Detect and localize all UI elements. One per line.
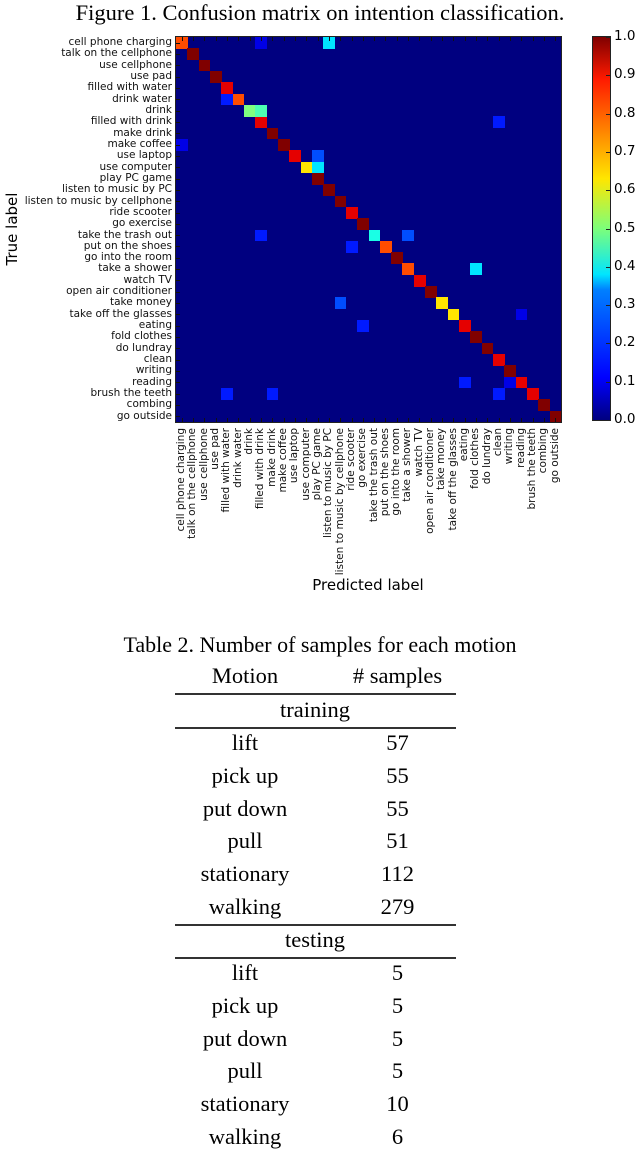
x-tick [476, 418, 477, 422]
matrix-cell [255, 230, 267, 242]
matrix-cell [482, 343, 494, 355]
x-tick [521, 37, 522, 41]
y-tick-label: talk on the cellphone [61, 47, 172, 60]
matrix-cell [233, 94, 245, 106]
table-row [175, 861, 455, 887]
colorbar-tick-label: 0.9 [614, 66, 636, 83]
x-tick [340, 418, 341, 422]
x-tick-label: watch TV [412, 428, 425, 477]
x-tick [397, 418, 398, 422]
y-tick [176, 360, 180, 361]
x-tick [204, 418, 205, 422]
y-axis-title: True label [3, 192, 21, 266]
samples-cell: 5 [391, 1025, 404, 1051]
y-tick [176, 65, 180, 66]
x-tick-label: combing [537, 428, 550, 474]
y-tick [176, 394, 180, 395]
motion-cell: lift [231, 960, 259, 985]
matrix-cell [187, 48, 199, 60]
matrix-cell [470, 263, 482, 275]
y-tick [176, 348, 180, 349]
matrix-cell [380, 241, 392, 253]
colorbar-tick [606, 229, 610, 230]
y-tick-label: filled with drink [90, 115, 172, 128]
y-tick [176, 213, 180, 214]
matrix-cell [312, 150, 324, 162]
y-tick [176, 235, 180, 236]
y-tick [176, 258, 180, 259]
y-tick-label: open air conditioner [66, 285, 172, 298]
x-tick [555, 37, 556, 41]
samples-cell: 112 [381, 861, 414, 887]
x-tick-label: make drink [265, 428, 278, 487]
samples-cell: 5 [391, 960, 404, 985]
y-tick [176, 201, 180, 202]
x-tick [340, 37, 341, 41]
table-row [175, 1026, 455, 1052]
matrix-cell [289, 150, 301, 162]
matrix-cell [278, 139, 290, 151]
y-tick-label: go exercise [112, 217, 172, 230]
x-tick [408, 37, 409, 41]
x-tick [261, 37, 262, 41]
colorbar-tick [606, 267, 610, 268]
y-tick-label: brush the teeth [90, 387, 172, 400]
matrix-cell [470, 331, 482, 343]
samples-cell: 55 [386, 762, 409, 788]
x-tick [476, 37, 477, 41]
samples-cell: 5 [391, 992, 404, 1018]
y-tick [176, 77, 180, 78]
section-label: testing [285, 927, 345, 952]
section-training [175, 697, 455, 723]
y-tick-label: reading [132, 375, 172, 388]
x-tick [385, 37, 386, 41]
y-tick [176, 292, 180, 293]
x-tick-label: reading [514, 428, 527, 468]
motion-cell: pull [227, 1058, 263, 1084]
samples-cell: 10 [386, 1091, 409, 1117]
x-tick [284, 37, 285, 41]
matrix-cell [335, 297, 347, 309]
colorbar-tick [606, 37, 610, 38]
y-tick-label: take the trash out [77, 228, 172, 241]
x-tick-label: listen to music by cellphone [333, 428, 346, 576]
x-tick [521, 418, 522, 422]
matrix-cell [493, 388, 505, 400]
y-tick-label: watch TV [123, 273, 172, 286]
x-tick [442, 37, 443, 41]
x-tick [182, 37, 183, 41]
colorbar-tick-label: 0.6 [614, 181, 636, 198]
motion-cell: lift [231, 730, 259, 755]
motion-cell: pull [227, 828, 263, 854]
matrix-cell [346, 241, 358, 253]
header-samples: # samples [352, 663, 443, 688]
table-row [175, 1124, 455, 1150]
table-rule [175, 957, 456, 959]
x-tick [374, 418, 375, 422]
x-tick [216, 37, 217, 41]
x-tick-label: drink [242, 428, 255, 455]
matrix-cell [221, 82, 233, 94]
y-tick-label: take a shower [98, 262, 172, 275]
table-caption: Table 2. Number of samples for each motion [123, 632, 517, 657]
x-axis-tick-labels [176, 428, 561, 588]
y-tick [176, 326, 180, 327]
x-tick [510, 418, 511, 422]
y-tick-label: make coffee [107, 137, 172, 150]
matrix-cell [199, 60, 211, 72]
samples-cell: 6 [391, 1124, 404, 1149]
colorbar-tick [606, 190, 610, 191]
x-tick [499, 418, 500, 422]
x-tick [272, 37, 273, 41]
x-tick [318, 37, 319, 41]
motion-cell: stationary [200, 1091, 290, 1117]
matrix-cell [301, 162, 313, 174]
matrix-cell [402, 263, 414, 275]
matrix-cell [538, 399, 550, 411]
matrix-cell [459, 377, 471, 389]
colorbar-tick-label: 0.0 [614, 411, 636, 427]
matrix-cell [516, 309, 528, 321]
x-tick [419, 37, 420, 41]
matrix-cell [459, 320, 471, 332]
y-tick-label: fold clothes [111, 330, 172, 343]
y-tick [176, 167, 180, 168]
y-tick-label: ride scooter [109, 205, 172, 218]
y-tick-label: eating [138, 319, 172, 332]
x-tick-label: cell phone charging [175, 428, 187, 532]
x-tick [453, 418, 454, 422]
motion-cell: pick up [211, 992, 279, 1018]
matrix-cell [504, 365, 516, 377]
x-tick-label: take off the glasses [446, 428, 459, 531]
x-tick [238, 37, 239, 41]
matrix-cell [255, 105, 267, 117]
section-label: training [280, 697, 350, 722]
colorbar-tick-label: 0.2 [614, 334, 636, 351]
colorbar-tick [606, 152, 610, 153]
x-tick [544, 37, 545, 41]
matrix-cell [312, 162, 324, 174]
x-tick-label: ride scooter [344, 428, 357, 491]
x-tick [193, 418, 194, 422]
x-tick [352, 37, 353, 41]
x-tick-label: filled with drink [254, 428, 267, 510]
x-tick [408, 418, 409, 422]
x-tick-label: do lundray [480, 428, 493, 485]
matrix-cell [346, 207, 358, 219]
y-tick [176, 269, 180, 270]
x-tick [216, 418, 217, 422]
y-tick [176, 280, 180, 281]
y-tick [176, 99, 180, 100]
y-tick [176, 88, 180, 89]
table-rule [175, 693, 456, 695]
x-tick-label: go exercise [356, 428, 369, 488]
x-tick-label: take a shower [401, 428, 414, 502]
table-row [175, 1058, 455, 1084]
y-tick-label: play PC game [99, 171, 172, 184]
matrix-cell [267, 128, 279, 140]
x-tick-label: fold clothes [469, 428, 482, 489]
x-tick [397, 37, 398, 41]
motion-cell: stationary [200, 861, 290, 887]
x-tick [442, 418, 443, 422]
y-tick-label: clean [143, 353, 172, 366]
figure-title: Figure 1. Confusion matrix on intention classification. [75, 0, 565, 25]
x-tick [193, 37, 194, 41]
x-tick [250, 418, 251, 422]
colorbar-tick [606, 114, 610, 115]
colorbar-tick [606, 343, 610, 344]
x-tick [374, 37, 375, 41]
x-tick-label: talk on the cellphone [186, 428, 199, 539]
x-tick [465, 418, 466, 422]
matrix-cell [402, 230, 414, 242]
table-row [175, 960, 455, 986]
matrix-cell [391, 252, 403, 264]
matrix-cell [504, 377, 516, 389]
y-tick-label: cell phone charging [68, 36, 172, 48]
x-tick [487, 418, 488, 422]
x-tick [250, 37, 251, 41]
x-tick [385, 418, 386, 422]
x-tick [533, 37, 534, 41]
y-tick [176, 246, 180, 247]
matrix-cell [210, 71, 222, 83]
motion-cell: walking [208, 1124, 282, 1149]
y-tick-label: drink water [112, 92, 172, 105]
y-tick-label: take money [109, 296, 172, 309]
colorbar-tick-label: 0.1 [614, 372, 636, 389]
matrix-cell [255, 116, 267, 128]
table-row [175, 894, 455, 920]
y-tick [176, 145, 180, 146]
y-tick [176, 416, 180, 417]
x-tick [329, 37, 330, 41]
samples-cell: 51 [386, 828, 409, 854]
colorbar-tick [606, 382, 610, 383]
matrix-cell [516, 377, 528, 389]
motion-cell: pick up [211, 762, 279, 788]
x-tick [533, 418, 534, 422]
colorbar-tick-label: 0.4 [614, 257, 636, 274]
x-tick-label: open air conditioner [424, 428, 437, 534]
y-tick-label: use cellphone [99, 58, 172, 71]
x-tick-label: go outside [548, 428, 561, 484]
matrix-cell [369, 230, 381, 242]
x-tick [544, 418, 545, 422]
matrix-cell [425, 286, 437, 298]
matrix-cell [357, 218, 369, 230]
matrix-cell [335, 196, 347, 208]
x-tick-label: clean [492, 428, 505, 457]
x-tick-label: brush the teeth [526, 428, 539, 510]
x-tick [431, 418, 432, 422]
x-tick-label: writing [503, 428, 516, 465]
colorbar-tick [606, 305, 610, 306]
y-tick [176, 54, 180, 55]
table-row [175, 993, 455, 1019]
table-row [175, 1091, 455, 1117]
x-tick [555, 418, 556, 422]
y-tick [176, 133, 180, 134]
x-tick [431, 37, 432, 41]
y-tick [176, 190, 180, 191]
x-tick-label: play PC game [310, 428, 323, 501]
x-tick [284, 418, 285, 422]
y-tick-label: combing [126, 398, 172, 411]
y-tick-label: put on the shoes [83, 239, 172, 252]
y-tick [176, 303, 180, 304]
table-row [175, 828, 455, 854]
x-tick [465, 37, 466, 41]
x-tick [295, 418, 296, 422]
x-tick [453, 37, 454, 41]
x-tick [487, 37, 488, 41]
y-tick-label: drink [145, 103, 172, 116]
x-tick-label: listen to music by PC [322, 428, 335, 539]
motion-cell: walking [208, 894, 282, 919]
colorbar-tick-label: 0.8 [614, 104, 636, 121]
x-tick [419, 418, 420, 422]
x-tick-label: put on the shoes [378, 428, 391, 517]
x-tick [306, 37, 307, 41]
colorbar-tick-label: 0.7 [614, 142, 636, 159]
y-tick-label: go outside [116, 409, 172, 422]
matrix-cell [323, 184, 335, 196]
y-tick-label: use pad [130, 69, 172, 82]
x-tick-label: use laptop [288, 428, 301, 484]
table-rule [175, 924, 456, 926]
table-row [175, 730, 455, 756]
samples-cell: 5 [391, 1058, 404, 1084]
y-tick [176, 382, 180, 383]
matrix-cell [493, 116, 505, 128]
x-tick [499, 37, 500, 41]
x-tick [329, 418, 330, 422]
table-header-row [175, 663, 455, 689]
x-tick [204, 37, 205, 41]
confusion-matrix-heatmap [176, 37, 561, 422]
y-tick [176, 224, 180, 225]
y-tick [176, 405, 180, 406]
x-tick-label: eating [458, 428, 471, 462]
y-tick [176, 156, 180, 157]
y-tick-label: listen to music by cellphone [24, 194, 172, 207]
y-tick-label: take off the glasses [69, 307, 172, 320]
y-tick-label: filled with water [87, 81, 172, 94]
colorbar-tick-label: 0.5 [614, 219, 636, 236]
samples-cell: 55 [386, 795, 409, 821]
y-tick-label: use laptop [116, 149, 172, 162]
y-tick [176, 122, 180, 123]
x-tick [363, 37, 364, 41]
matrix-cell [244, 105, 256, 117]
y-tick [176, 314, 180, 315]
y-tick [176, 179, 180, 180]
colorbar-tick-label: 1.0 [614, 28, 636, 44]
header-motion: Motion [211, 663, 279, 688]
x-tick [363, 418, 364, 422]
section-testing [175, 927, 455, 953]
x-tick [182, 418, 183, 422]
matrix-cell [312, 173, 324, 185]
matrix-cell [357, 320, 369, 332]
x-tick-label: make coffee [276, 428, 289, 493]
x-tick [306, 418, 307, 422]
x-tick-label: go into the room [390, 428, 403, 516]
x-tick [227, 418, 228, 422]
x-axis-title: Predicted label [312, 576, 424, 594]
motion-cell: put down [202, 1025, 288, 1051]
samples-cell: 57 [386, 730, 409, 755]
x-tick [510, 37, 511, 41]
y-tick-label: writing [135, 364, 172, 377]
x-tick [227, 37, 228, 41]
y-tick-label: make drink [113, 126, 172, 139]
x-tick [295, 37, 296, 41]
matrix-cell [221, 388, 233, 400]
matrix-cell [448, 309, 460, 321]
y-tick-label: listen to music by PC [61, 183, 172, 196]
matrix-cell [414, 275, 426, 287]
y-tick [176, 371, 180, 372]
y-tick-label: use computer [99, 160, 172, 173]
x-tick-label: use pad [208, 428, 221, 470]
matrix-cell [436, 297, 448, 309]
x-tick [238, 418, 239, 422]
x-tick-label: drink water [231, 428, 244, 488]
y-tick [176, 43, 180, 44]
x-tick-label: filled with water [220, 428, 233, 513]
table-row [175, 796, 455, 822]
matrix-cell [493, 354, 505, 366]
y-tick [176, 111, 180, 112]
table-rule [175, 727, 456, 729]
x-tick [272, 418, 273, 422]
x-tick-label: take the trash out [367, 428, 380, 523]
colorbar-tick [606, 75, 610, 76]
samples-cell: 279 [380, 894, 415, 919]
x-tick-label: take money [435, 428, 448, 491]
y-tick-label: go into the room [84, 251, 172, 264]
x-tick [318, 418, 319, 422]
x-tick [352, 418, 353, 422]
matrix-cell [221, 94, 233, 106]
y-tick [176, 337, 180, 338]
table-row [175, 763, 455, 789]
motion-cell: put down [202, 795, 288, 821]
y-tick-label: do lundray [115, 341, 172, 354]
x-tick-label: use computer [299, 428, 312, 501]
colorbar-tick [606, 420, 610, 421]
x-tick [261, 418, 262, 422]
x-tick-label: use cellphone [197, 428, 210, 501]
matrix-cell [527, 388, 539, 400]
matrix-cell [267, 388, 279, 400]
colorbar-tick-label: 0.3 [614, 296, 636, 313]
